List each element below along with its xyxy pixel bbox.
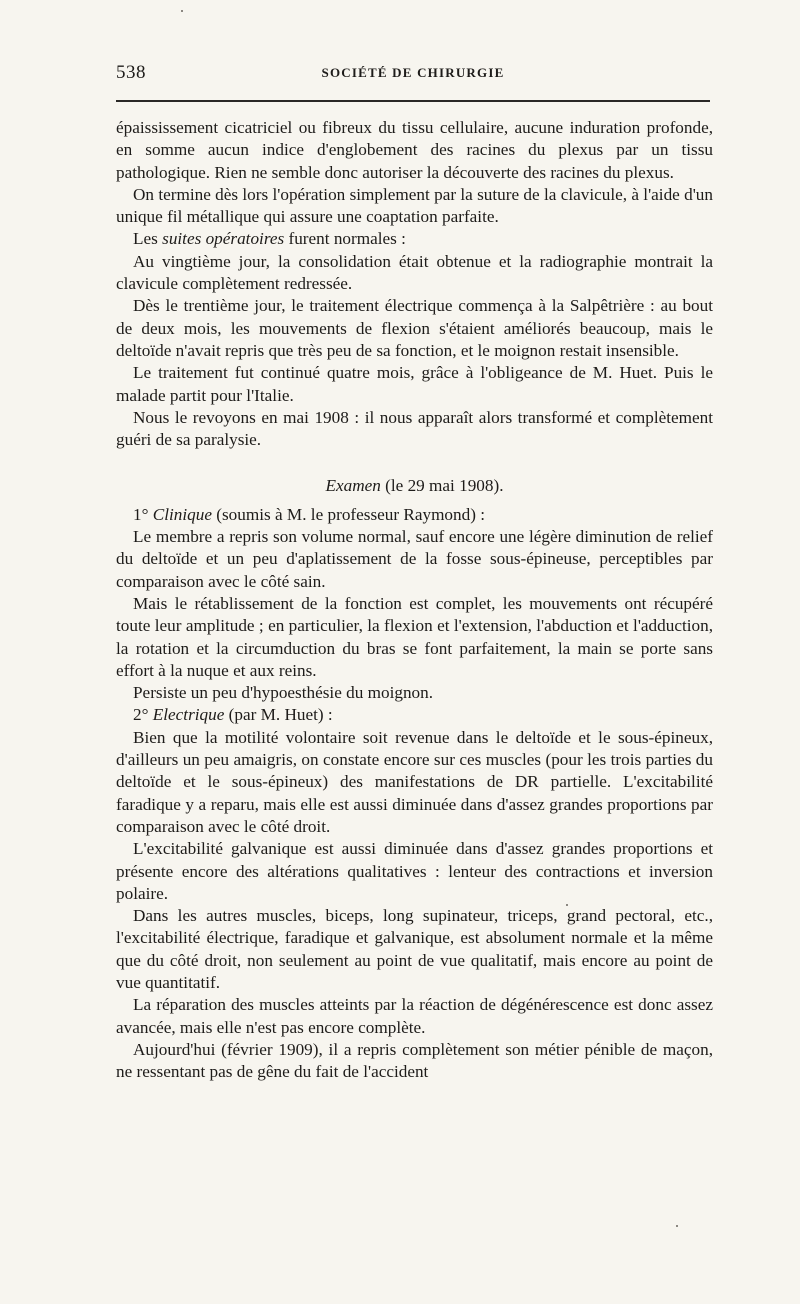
paragraph: La réparation des muscles atteints par la réaction de dégénérescence est donc assez avancée, mais elle n'est pas encore complète. xyxy=(116,995,713,1037)
paragraph: Dans les autres muscles, biceps, long supinateur, triceps, grand pectoral, etc., l'excitabilité électrique, faradique et galvanique, est absolument normale et la même que du côté droit, non seulement au point de vue qualitatif, mais encore au point de vue quantitatif. xyxy=(116,906,713,992)
paragraph: Dès le trentième jour, le traitement électrique commença à la Salpêtrière : au bout de deux mois, les mouvements de flexion s'étaient améliorés beaucoup, mais le deltoïde n'avait repris que très peu de sa fonction, et le moignon restait insensible. xyxy=(116,296,713,360)
running-head: SOCIÉTÉ DE CHIRURGIE xyxy=(321,65,505,80)
italic-term: Electrique xyxy=(152,705,225,725)
paragraph: 2° Electrique (par M. Huet) : xyxy=(133,705,333,725)
page-header xyxy=(116,60,710,86)
paragraph: Bien que la motilité volontaire soit revenue dans le deltoïde et le sous-épineux, d'ailleurs un peu amaigris, on constate encore sur ces muscles (pour les trois parties du deltoïde et le sous-épineux) des manifestations de DR partielle. L'excitabilité faradique y a reparu, mais elle est aussi diminuée dans d'assez grandes proportions par comparaison avec le côté droit. xyxy=(116,727,713,836)
section-heading: Examen (le 29 mai 1908). xyxy=(325,476,504,496)
paragraph: Le traitement fut continué quatre mois, grâce à l'obligeance de M. Huet. Puis le malade partit pour l'Italie. xyxy=(116,363,713,405)
paper-speck xyxy=(181,10,183,12)
paragraph: Mais le rétablissement de la fonction est complet, les mouvements ont récupéré toute leur amplitude ; en particulier, la flexion et l'extension, l'abduction et l'adduction, la rotation et la circumduction du bras se font parfaitement, la main se porte sans effort à la nuque et aux reins. xyxy=(116,593,713,680)
body-text xyxy=(116,117,713,1083)
paragraph: Aujourd'hui (février 1909), il a repris complètement son métier pénible de maçon, ne ressentant pas de gêne du fait de l'accident xyxy=(116,1039,713,1082)
paragraph: Nous le revoyons en mai 1908 : il nous apparaît alors transformé et complètement guéri de sa paralysie. xyxy=(116,407,713,450)
paragraph: Les suites opératoires furent normales : xyxy=(133,229,406,249)
italic-term: Clinique xyxy=(152,504,212,524)
header-rule xyxy=(116,100,710,102)
italic-term: suites opératoires xyxy=(162,229,285,249)
page-number: 538 xyxy=(116,62,146,83)
paragraph: Au vingtième jour, la consolidation était obtenue et la radiographie montrait la clavicule complètement redressée. xyxy=(116,251,713,294)
paragraph: L'excitabilité galvanique est aussi diminuée dans d'assez grandes proportions et présente encore des altérations qualitatives : lenteur des contractions et inversion polaire. xyxy=(116,839,713,903)
paragraph: Le membre a repris son volume normal, sauf encore une légère diminution de relief du deltoïde et un peu d'aplatissement de la fosse sous-épineuse, perceptibles par comparaison avec le côté sain. xyxy=(116,527,713,591)
paragraph: 1° Clinique (soumis à M. le professeur Raymond) : xyxy=(133,504,486,524)
paragraph: On termine dès lors l'opération simplement par la suture de la clavicule, à l'aide d'un unique fil métallique qui assure une coaptation parfaite. xyxy=(116,184,713,227)
paragraph: épaississement cicatriciel ou fibreux du tissu cellulaire, aucune induration profonde, en somme aucun indice d'englobement des racines du plexus par un tissu pathologique. Rien ne semble donc autoriser la découverte des racines du plexus. xyxy=(116,118,713,182)
paper-speck xyxy=(676,1225,678,1227)
italic-term: Examen xyxy=(325,476,381,496)
paragraph: Persiste un peu d'hypoesthésie du moignon. xyxy=(133,683,434,703)
